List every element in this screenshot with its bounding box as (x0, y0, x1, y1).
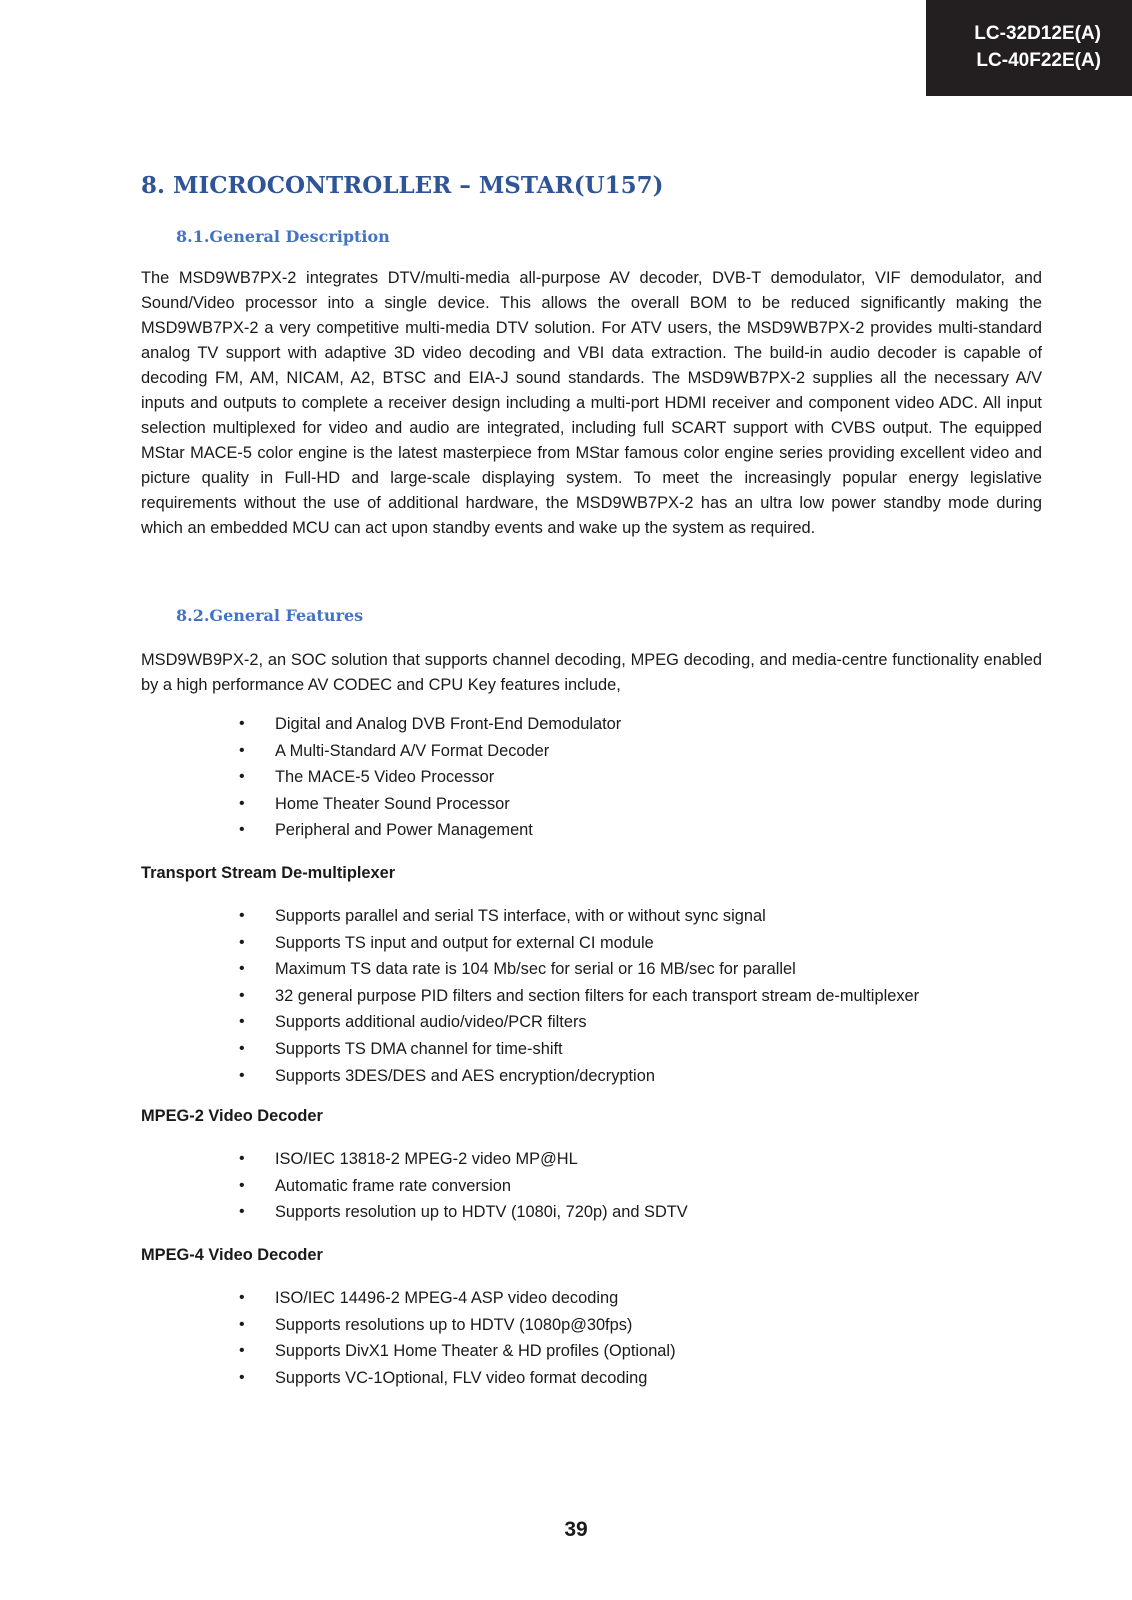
list-item: • Digital and Analog DVB Front-End Demodulator (237, 711, 621, 738)
list-item: • Supports TS DMA channel for time-shift (237, 1036, 919, 1063)
mpeg4-heading: MPEG-4 Video Decoder (141, 1246, 323, 1264)
general-features-heading: 8.2.General Features (176, 606, 364, 625)
list-item: • Automatic frame rate conversion (237, 1173, 688, 1200)
general-features-intro: MSD9WB9PX-2, an SOC solution that supports channel decoding, MPEG decoding, and media-centre functionality enabled by a high performance AV CODEC and CPU Key features include, (141, 651, 1042, 694)
list-item: • ISO/IEC 13818-2 MPEG-2 video MP@HL (237, 1146, 688, 1173)
model-number-2: LC-40F22E(A) (976, 50, 1101, 71)
mpeg2-list (237, 1146, 688, 1226)
list-item: • Supports 3DES/DES and AES encryption/decryption (237, 1063, 919, 1090)
general-description-heading: 8.1.General Description (176, 227, 390, 246)
list-item: • Supports DivX1 Home Theater & HD profiles (Optional) (237, 1338, 676, 1365)
page-number: 39 (564, 1518, 588, 1541)
list-item: • A Multi-Standard A/V Format Decoder (237, 738, 621, 765)
list-item: • Supports resolutions up to HDTV (1080p@30fps) (237, 1312, 676, 1339)
general-features-list (237, 711, 621, 844)
list-item: • Supports additional audio/video/PCR filters (237, 1009, 919, 1036)
list-item: • Peripheral and Power Management (237, 817, 621, 844)
model-number-badge (926, 0, 1132, 96)
mpeg4-list (237, 1285, 676, 1391)
list-item: • Supports TS input and output for external CI module (237, 930, 919, 957)
list-item: • The MACE-5 Video Processor (237, 764, 621, 791)
list-item: • Maximum TS data rate is 104 Mb/sec for serial or 16 MB/sec for parallel (237, 956, 919, 983)
general-description-text: The MSD9WB7PX-2 integrates DTV/multi-media all-purpose AV decoder, DVB-T demodulator, VIF demodulator, and Sound/Video processor into a single device. This allows the overall BOM to be reduced significantly making the MSD9WB7PX-2 a very competitive multi-media DTV solution. For ATV users, the MSD9WB7PX-2 provides multi-standard analog TV support with adaptive 3D video decoding and VBI data extraction. The build-in audio decoder is capable of decoding FM, AM, NICAM, A2, BTSC and EIA-J sound standards. The MSD9WB7PX-2 supplies all the necessary A/V inputs and outputs to complete a receiver design including a multi-port HDMI receiver and component video ADC. All input selection multiplexed for video and audio are integrated, including full SCART support with CVBS output. The equipped MStar MACE-5 color engine is the latest masterpiece from MStar famous color engine series providing excellent video and picture quality in Full-HD and large-scale displaying system. To meet the increasingly popular energy legislative requirements without the use of additional hardware, the MSD9WB7PX-2 has an ultra low power standby mode during which an embedded MCU can act upon standby events and wake up the system as required. (141, 269, 1042, 537)
list-item: • 32 general purpose PID filters and section filters for each transport stream de-multiplexer (237, 983, 919, 1010)
mpeg2-heading: MPEG-2 Video Decoder (141, 1107, 323, 1125)
model-number-1: LC-32D12E(A) (974, 23, 1101, 44)
section-title: 8. MICROCONTROLLER – MSTAR(U157) (141, 172, 664, 199)
list-item: • Supports VC-1Optional, FLV video format decoding (237, 1365, 676, 1392)
transport-stream-list (237, 903, 919, 1089)
list-item: • Supports parallel and serial TS interface, with or without sync signal (237, 903, 919, 930)
transport-stream-heading: Transport Stream De-multiplexer (141, 864, 396, 882)
list-item: • ISO/IEC 14496-2 MPEG-4 ASP video decoding (237, 1285, 676, 1312)
list-item: • Supports resolution up to HDTV (1080i, 720p) and SDTV (237, 1199, 688, 1226)
list-item: • Home Theater Sound Processor (237, 791, 621, 818)
